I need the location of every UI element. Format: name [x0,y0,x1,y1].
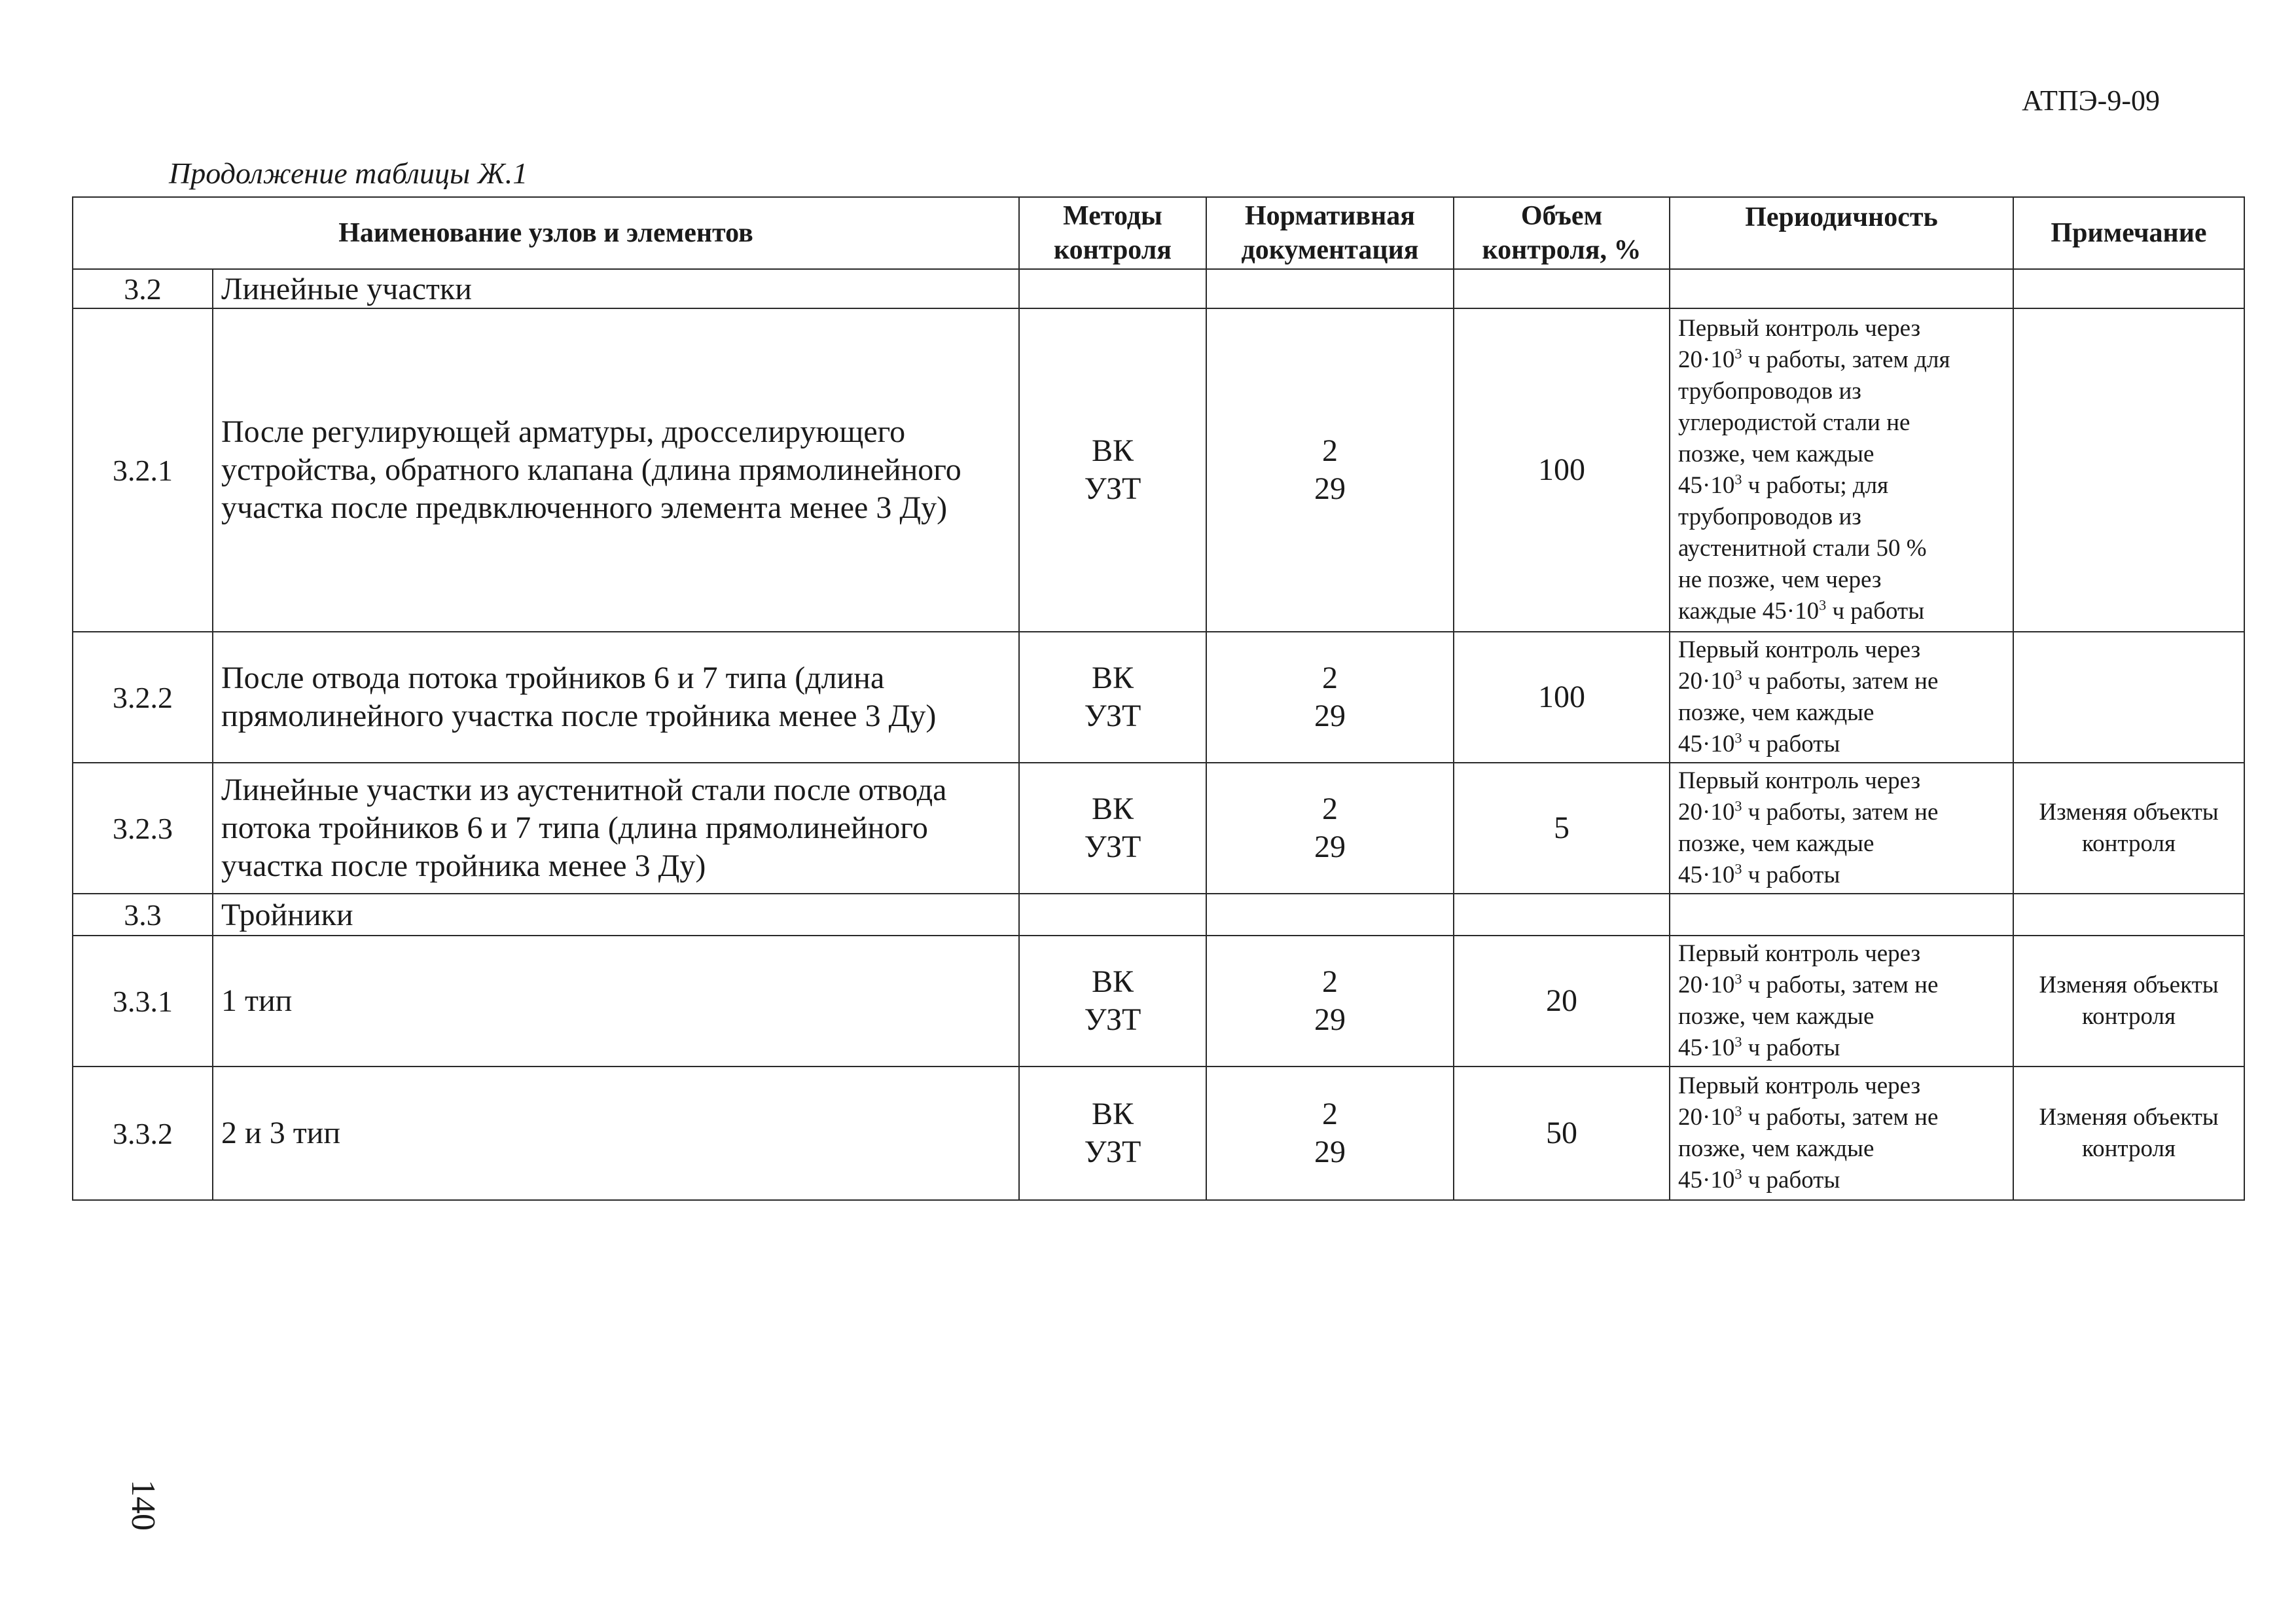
section-title: Линейные участки [213,269,1019,308]
header-docs-line1: Нормативная [1244,201,1416,231]
row-note: Изменяя объекты контроля [2013,1067,2244,1200]
table-row-3-2-2 [73,632,2244,763]
row-volume: 50 [1454,1067,1670,1200]
header-methods-line2: контроля [1053,235,1172,265]
row-volume: 100 [1454,308,1670,632]
row-methods [1019,308,1206,632]
header-methods [1019,197,1206,269]
row-docs [1206,936,1454,1067]
method-visual: ВК [1091,964,1134,999]
row-docs [1206,763,1454,894]
row-name: После регулирующей арматуры, дросселирующего устройства, обратного клапана (длина прямолинейного участка после предвключенного элемента менее 3 Ду) [213,308,1019,632]
row-name: 2 и 3 тип [213,1067,1019,1200]
method-ultrasonic: УЗТ [1084,1002,1141,1037]
doc-ref-2: 29 [1314,830,1346,864]
method-visual: ВК [1091,661,1134,695]
document-code: АТПЭ-9-09 [2022,84,2160,117]
section-number: 3.2 [73,269,213,308]
row-note [2013,308,2244,632]
doc-ref-2: 29 [1314,471,1346,506]
row-number: 3.3.1 [73,936,213,1067]
table-row-3-2-3 [73,763,2244,894]
row-volume: 100 [1454,632,1670,763]
doc-ref-1: 2 [1322,661,1338,695]
section-row-3-2 [73,269,2244,308]
row-number: 3.3.2 [73,1067,213,1200]
doc-ref-1: 2 [1322,964,1338,999]
row-period: Первый контроль через $20\cdot 10^3$ ч работы, затем не позже, чем каждые $45\cdot 10^3$ ч работы [1670,936,2013,1067]
table-row-3-3-2 [73,1067,2244,1200]
header-note: Примечание [2013,197,2244,269]
row-methods [1019,763,1206,894]
header-methods-line1: Методы [1063,201,1162,231]
header-volume [1454,197,1670,269]
row-period: Первый контроль через $20\cdot 10^3$ ч работы, затем для трубопроводов из углеродистой стали не позже, чем каждые $45\cdot 10^3$ ч работы; для трубопроводов из аустенитной стали 50 % не позже, чем через каждые $45\cdot 10^3$ ч работы [1670,308,2013,632]
doc-ref-2: 29 [1314,1002,1346,1037]
row-docs [1206,632,1454,763]
row-number: 3.2.2 [73,632,213,763]
row-period: Первый контроль через $20\cdot 10^3$ ч работы, затем не позже, чем каждые $45\cdot 10^3$ ч работы [1670,632,2013,763]
method-visual: ВК [1091,792,1134,826]
header-name: Наименование узлов и элементов [73,197,1019,269]
header-docs-line2: документация [1241,235,1419,265]
method-ultrasonic: УЗТ [1084,699,1141,733]
row-methods [1019,632,1206,763]
section-title: Тройники [213,894,1019,936]
header-period: Периодичность [1670,197,2013,269]
row-methods [1019,1067,1206,1200]
row-name: После отвода потока тройников 6 и 7 типа (длина прямолинейного участка после тройника менее 3 Ду) [213,632,1019,763]
doc-ref-1: 2 [1322,1097,1338,1131]
method-ultrasonic: УЗТ [1084,471,1141,506]
table-header-row [73,197,2244,269]
page-number: 140 [124,1480,162,1531]
inspection-table [72,196,2245,1201]
table-row-3-3-1 [73,936,2244,1067]
doc-ref-1: 2 [1322,792,1338,826]
section-row-3-3 [73,894,2244,936]
row-name: Линейные участки из аустенитной стали после отвода потока тройников 6 и 7 типа (длина прямолинейного участка после тройника менее 3 Ду) [213,763,1019,894]
method-ultrasonic: УЗТ [1084,1135,1141,1169]
header-docs [1206,197,1454,269]
row-note: Изменяя объекты контроля [2013,763,2244,894]
row-methods [1019,936,1206,1067]
row-period: Первый контроль через $20\cdot 10^3$ ч работы, затем не позже, чем каждые $45\cdot 10^3$ ч работы [1670,763,2013,894]
table-row-3-2-1 [73,308,2244,632]
doc-ref-2: 29 [1314,1135,1346,1169]
row-number: 3.2.3 [73,763,213,894]
method-visual: ВК [1091,1097,1134,1131]
row-note [2013,632,2244,763]
row-volume: 20 [1454,936,1670,1067]
header-volume-line2: контроля, % [1482,235,1641,265]
section-number: 3.3 [73,894,213,936]
row-number: 3.2.1 [73,308,213,632]
row-note: Изменяя объекты контроля [2013,936,2244,1067]
row-period: Первый контроль через $20\cdot 10^3$ ч работы, затем не позже, чем каждые $45\cdot 10^3$ ч работы [1670,1067,2013,1200]
row-docs [1206,308,1454,632]
doc-ref-1: 2 [1322,433,1338,468]
method-visual: ВК [1091,433,1134,468]
row-docs [1206,1067,1454,1200]
row-volume: 5 [1454,763,1670,894]
doc-ref-2: 29 [1314,699,1346,733]
header-volume-line1: Объем [1520,201,1603,231]
method-ultrasonic: УЗТ [1084,830,1141,864]
row-name: 1 тип [213,936,1019,1067]
table-caption: Продолжение таблицы Ж.1 [169,156,528,190]
